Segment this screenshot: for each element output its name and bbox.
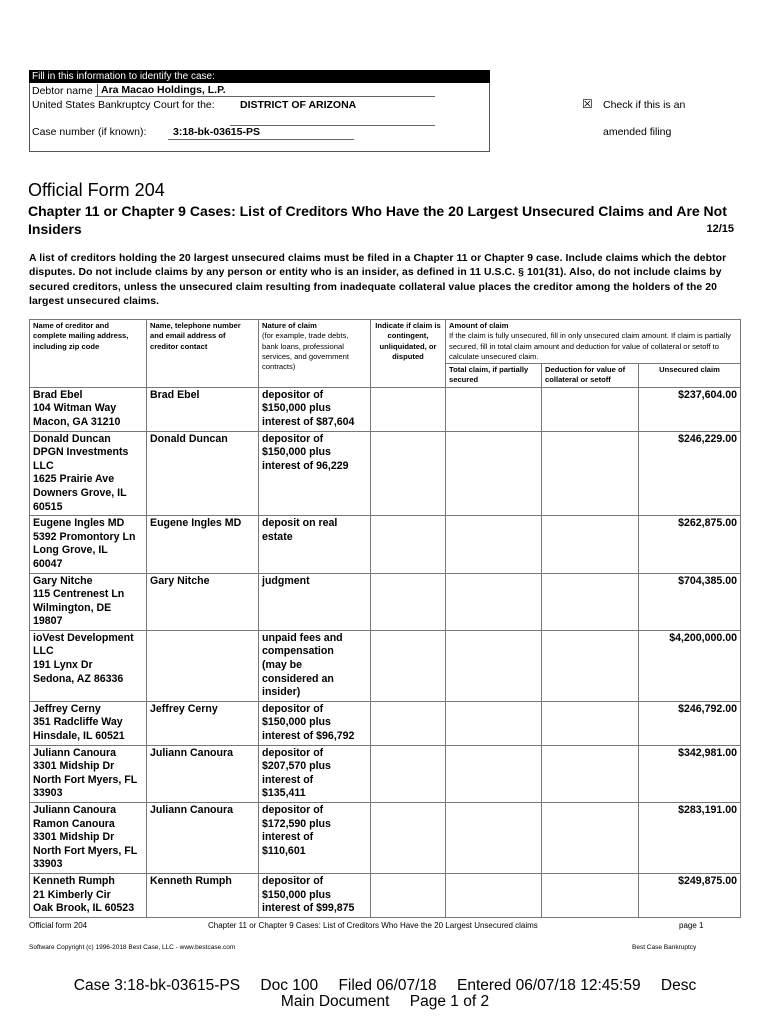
- header-creditor: Name of creditor and complete mailing address, including zip code: [30, 320, 147, 388]
- cell-unsecured: $246,229.00: [639, 431, 741, 516]
- cell-indicate: [371, 873, 446, 917]
- cell-contact: Eugene Ingles MD: [147, 516, 259, 573]
- stamp-filed: Filed 06/07/18: [338, 977, 437, 994]
- footer-brand: Best Case Bankruptcy: [632, 944, 697, 951]
- instructions: A list of creditors holding the 20 largest unsecured claims must be filed in a Chapter 11 or Chapter 9 case. Include claims which the debtor disputes. Do not include claims by any person or entity who is an insider, as defined in 11 U.S.C. § 101(31). Also, do not include claims by secured creditors, unless the unsecured claim resulting from inadequate collateral value places the creditor among the holders of the 20 largest unsecured claims.: [29, 253, 727, 307]
- cell-nature: depositor of $150,000 plus interest of $87,604: [259, 387, 371, 431]
- cell-creditor: Eugene Ingles MD 5392 Promontory Ln Long Grove, IL 60047: [30, 516, 147, 573]
- header-unsecured: Unsecured claim: [639, 364, 741, 388]
- cell-total: [446, 387, 542, 431]
- stamp-doc: Doc 100: [260, 977, 319, 994]
- cell-creditor: Jeffrey Cerny 351 Radcliffe Way Hinsdale, IL 60521: [30, 701, 147, 745]
- cell-total: [446, 431, 542, 516]
- footer-page: page 1: [679, 921, 704, 930]
- filing-stamp: [0, 978, 770, 1010]
- cell-total: [446, 630, 542, 701]
- cell-creditor: Juliann Canoura 3301 Midship Dr North Fort Myers, FL 33903: [30, 745, 147, 802]
- cell-unsecured: $262,875.00: [639, 516, 741, 573]
- header-total: Total claim, if partially secured: [446, 364, 542, 388]
- cell-contact: Juliann Canoura: [147, 745, 259, 802]
- cell-deduction: [542, 630, 639, 701]
- cell-contact: Jeffrey Cerny: [147, 701, 259, 745]
- table-row: [30, 573, 741, 630]
- cell-contact: Brad Ebel: [147, 387, 259, 431]
- cell-indicate: [371, 516, 446, 573]
- amended-label-line1: Check if this is an: [603, 99, 686, 111]
- footer-center-text: Chapter 11 or Chapter 9 Cases: List of Creditors Who Have the 20 Largest Unsecured claims: [208, 921, 538, 930]
- cell-nature: depositor of $150,000 plus interest of 96,229: [259, 431, 371, 516]
- cell-total: [446, 573, 542, 630]
- header-amount-title: Amount of claim: [449, 321, 509, 330]
- table-row: [30, 630, 741, 701]
- cell-creditor: Donald Duncan DPGN Investments LLC 1625 Prairie Ave Downers Grove, IL 60515: [30, 431, 147, 516]
- cell-indicate: [371, 431, 446, 516]
- cell-unsecured: $249,875.00: [639, 873, 741, 917]
- cell-indicate: [371, 630, 446, 701]
- cell-indicate: [371, 573, 446, 630]
- debtor-name-label: Debtor name: [32, 85, 93, 97]
- header-deduction: Deduction for value of collateral or setoff: [542, 364, 639, 388]
- cell-total: [446, 701, 542, 745]
- cell-deduction: [542, 873, 639, 917]
- cell-contact: Gary Nitche: [147, 573, 259, 630]
- header-indicate: Indicate if claim is contingent, unliquidated, or disputed: [371, 320, 446, 388]
- header-nature: Nature of claim (for example, trade debts, bank loans, professional services, and government contracts): [259, 320, 371, 388]
- form-subtitle: Chapter 11 or Chapter 9 Cases: List of Creditors Who Have the 20 Largest Unsecured Claims and Are Not Insiders: [28, 203, 727, 237]
- footer-copyright: Software Copyright (c) 1996-2018 Best Case, LLC - www.bestcase.com: [29, 944, 236, 951]
- cell-unsecured: $342,981.00: [639, 745, 741, 802]
- cell-unsecured: $4,200,000.00: [639, 630, 741, 701]
- stamp-page: Page 1 of 2: [409, 993, 490, 1010]
- stamp-entered: Entered 06/07/18 12:45:59: [457, 977, 641, 994]
- table-row: [30, 431, 741, 516]
- cell-indicate: [371, 701, 446, 745]
- cell-nature: unpaid fees and compensation (may be considered an insider): [259, 630, 371, 701]
- table-row: [30, 745, 741, 802]
- cell-nature: depositor of $172,590 plus interest of $110,601: [259, 803, 371, 874]
- cell-creditor: ioVest Development LLC 191 Lynx Dr Sedona, AZ 86336: [30, 630, 147, 701]
- header-amount: [446, 320, 741, 364]
- court-underline: [230, 124, 435, 126]
- cell-creditor: Kenneth Rumph 21 Kimberly Cir Oak Brook, IL 60523: [30, 873, 147, 917]
- case-number-underline: [168, 138, 354, 140]
- header-contact: Name, telephone number and email address of creditor contact: [147, 320, 259, 388]
- cell-nature: depositor of $207,570 plus interest of $135,411: [259, 745, 371, 802]
- court-label: United States Bankruptcy Court for the:: [32, 99, 215, 111]
- creditors-table: [29, 319, 741, 918]
- table-row: [30, 387, 741, 431]
- court-value: DISTRICT OF ARIZONA: [240, 99, 357, 111]
- cell-deduction: [542, 431, 639, 516]
- case-info-box-title: Fill in this information to identify the case:: [29, 70, 490, 83]
- debtor-name-value: Ara Macao Holdings, L.P.: [97, 84, 226, 96]
- cell-contact: Juliann Canoura: [147, 803, 259, 874]
- cell-unsecured: $704,385.00: [639, 573, 741, 630]
- footer-form-label: Official form 204: [29, 921, 88, 930]
- cell-unsecured: $246,792.00: [639, 701, 741, 745]
- header-amount-note: If the claim is fully unsecured, fill in only unsecured claim amount. If claim is partially secured, fill in total claim amount and deduction for value of collateral or setoff to calculate unsecured claim.: [449, 331, 731, 361]
- cell-contact: Kenneth Rumph: [147, 873, 259, 917]
- case-number-value: 3:18-bk-03615-PS: [173, 126, 260, 138]
- cell-indicate: [371, 803, 446, 874]
- cell-creditor: Brad Ebel 104 Witman Way Macon, GA 31210: [30, 387, 147, 431]
- table-row: [30, 803, 741, 874]
- cell-indicate: [371, 387, 446, 431]
- cell-total: [446, 803, 542, 874]
- cell-contact: [147, 630, 259, 701]
- stamp-main: Main Document: [280, 993, 390, 1010]
- cell-nature: depositor of $150,000 plus interest of $96,792: [259, 701, 371, 745]
- cell-deduction: [542, 516, 639, 573]
- case-number-label: Case number (if known):: [32, 126, 147, 138]
- cell-deduction: [542, 573, 639, 630]
- amended-checkbox[interactable]: ☒: [582, 97, 593, 111]
- cell-creditor: Juliann Canoura Ramon Canoura 3301 Midship Dr North Fort Myers, FL 33903: [30, 803, 147, 874]
- amended-label-line2: amended filing: [603, 126, 672, 138]
- stamp-desc: Desc: [660, 977, 697, 994]
- cell-deduction: [542, 803, 639, 874]
- form-revision: 12/15: [706, 223, 734, 235]
- form-title: Official Form 204: [28, 180, 165, 200]
- cell-unsecured: $283,191.00: [639, 803, 741, 874]
- cell-indicate: [371, 745, 446, 802]
- creditors-table-body: [30, 387, 741, 917]
- cell-deduction: [542, 387, 639, 431]
- cell-contact: Donald Duncan: [147, 431, 259, 516]
- cell-nature: depositor of $150,000 plus interest of $99,875: [259, 873, 371, 917]
- cell-total: [446, 745, 542, 802]
- table-row: [30, 873, 741, 917]
- cell-total: [446, 873, 542, 917]
- table-row: [30, 516, 741, 573]
- table-row: [30, 701, 741, 745]
- cell-nature: deposit on real estate: [259, 516, 371, 573]
- stamp-case: Case 3:18-bk-03615-PS: [73, 977, 241, 994]
- cell-nature: judgment: [259, 573, 371, 630]
- cell-unsecured: $237,604.00: [639, 387, 741, 431]
- cell-creditor: Gary Nitche 115 Centrenest Ln Wilmington, DE 19807: [30, 573, 147, 630]
- cell-deduction: [542, 745, 639, 802]
- cell-total: [446, 516, 542, 573]
- cell-deduction: [542, 701, 639, 745]
